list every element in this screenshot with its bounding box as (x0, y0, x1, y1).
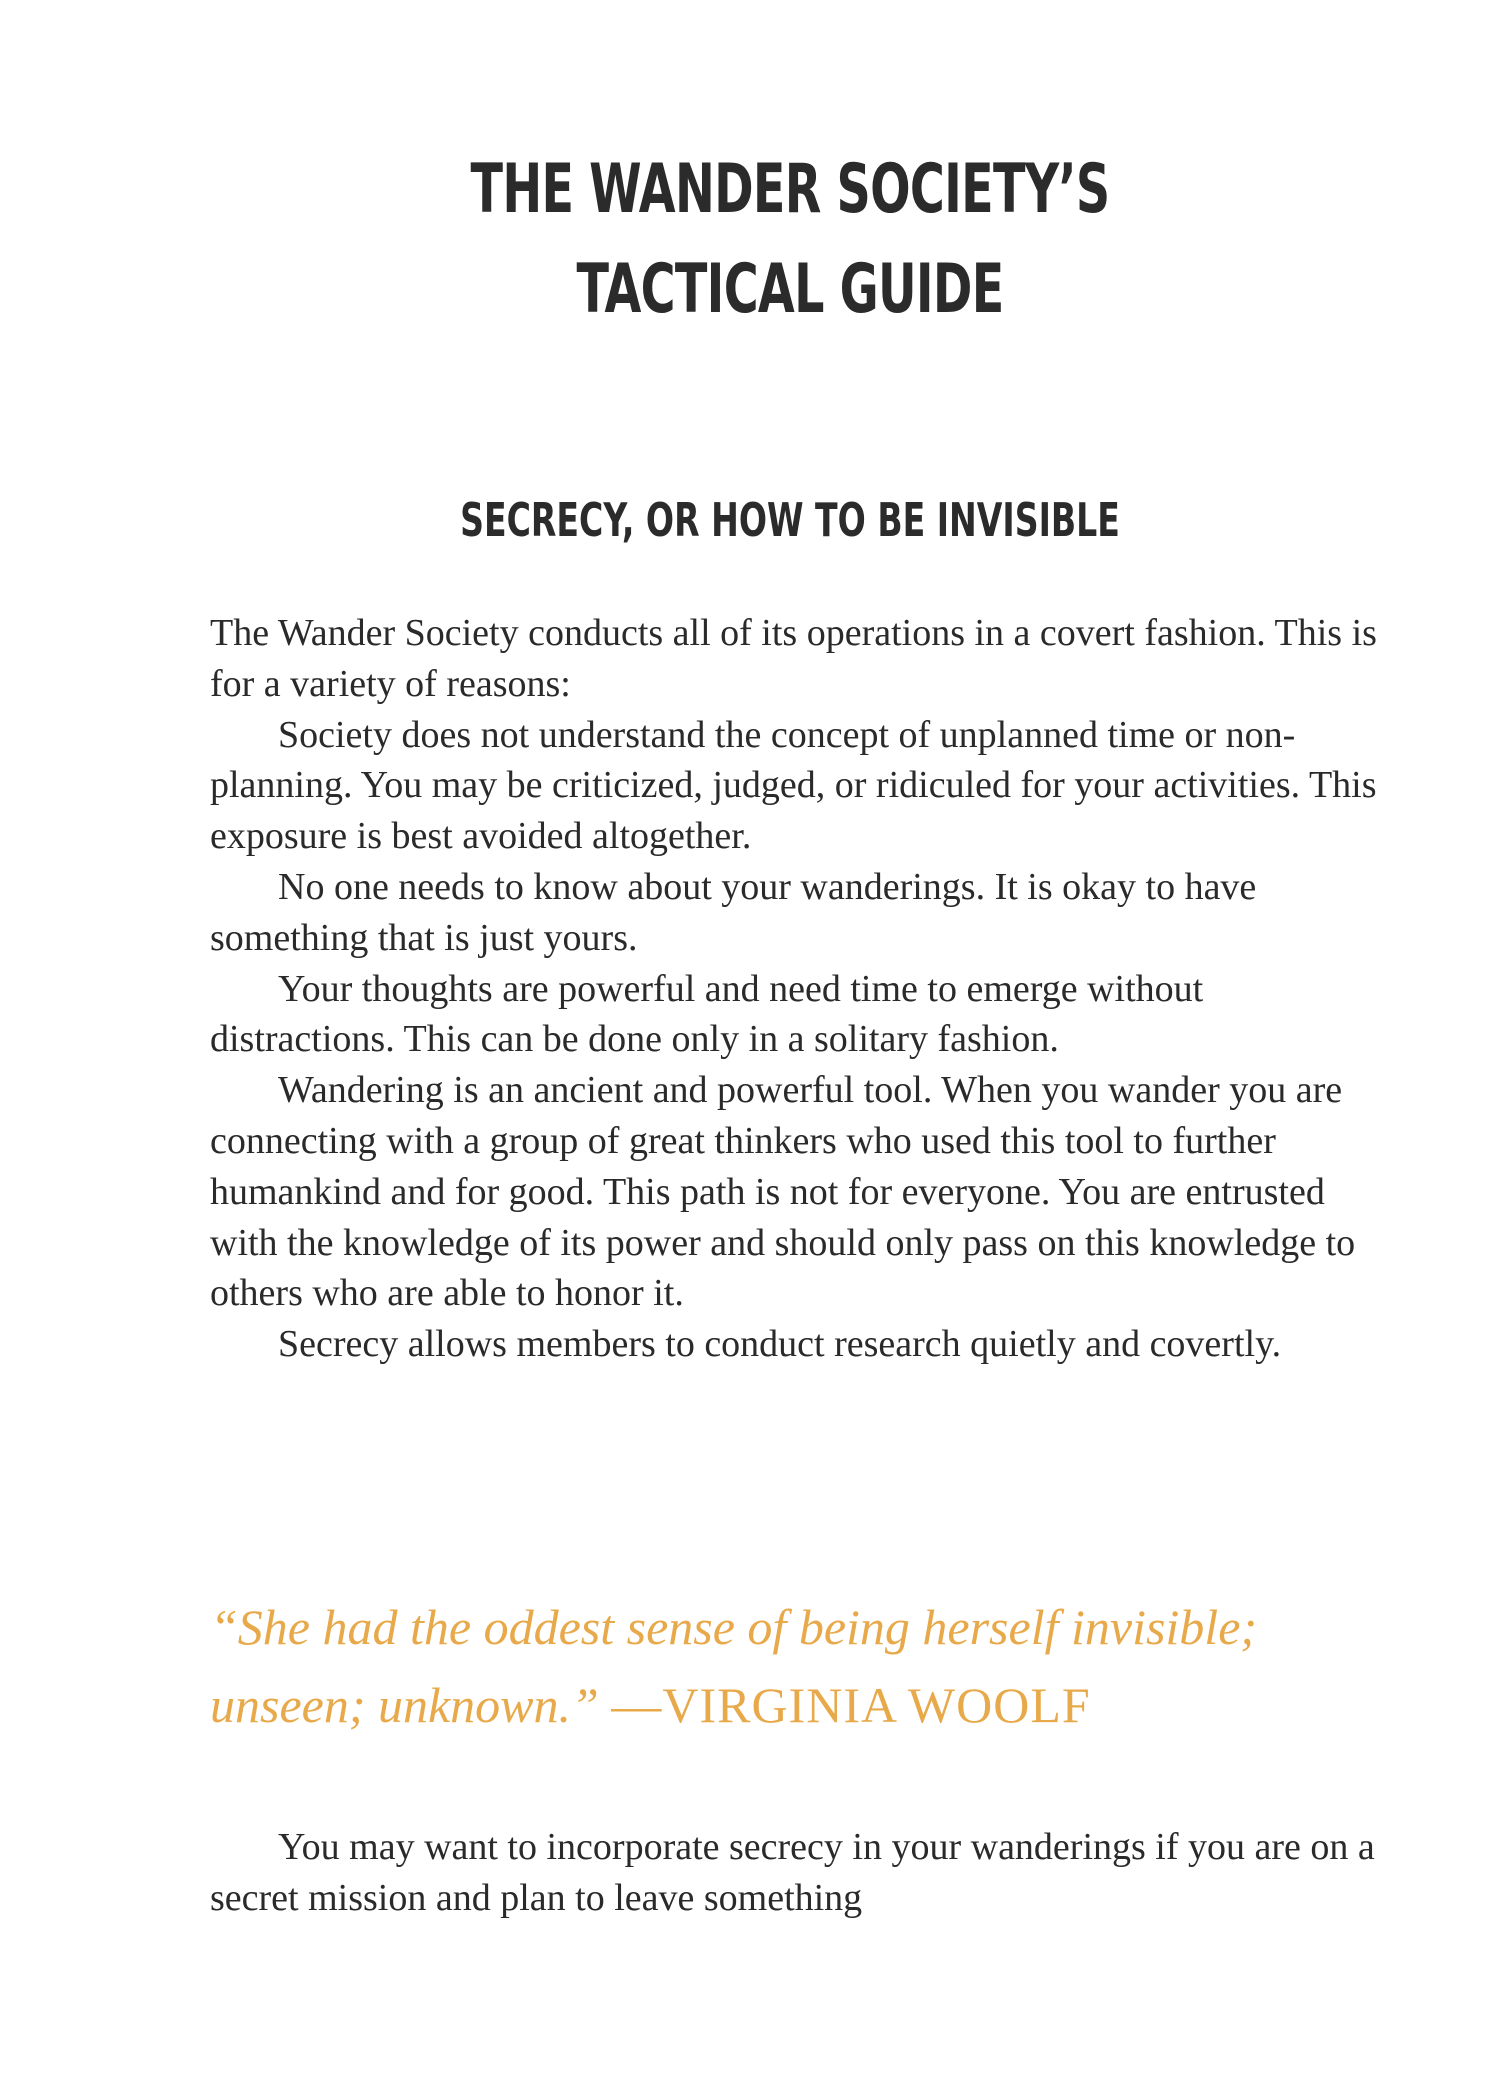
page-title (237, 140, 1343, 340)
paragraph-reason-3: Your thoughts are powerful and need time to emerge without distractions. This can be done only in a solitary fashion. (210, 967, 1204, 1061)
page-title-line-1: THE WANDER SOCIETY’S (470, 150, 1110, 229)
pull-quote (210, 1588, 1420, 1744)
closing-text (210, 1822, 1390, 1924)
quote-author: —VIRGINIA WOOLF (611, 1677, 1091, 1733)
paragraph-intro: The Wander Society conducts all of its operations in a covert fashion. This is for a variety of reasons: (210, 612, 1377, 705)
page-title-line-2: TACTICAL GUIDE (576, 250, 1004, 329)
body-text (210, 608, 1390, 1370)
paragraph-reason-5: Secrecy allows members to conduct research quietly and covertly. (278, 1323, 1282, 1366)
paragraph-reason-4: Wandering is an ancient and powerful tool. When you wander you are connecting with a group of great thinkers who used this tool to further humankind and for good. This path is not for everyone. You are entrusted with the knowledge of its power and should only pass on this knowledge to others who are able to honor it. (210, 1069, 1356, 1315)
paragraph-reason-2: No one needs to know about your wanderings. It is okay to have something that is just yours. (210, 865, 1257, 959)
quote-text: “She had the oddest sense of being herself invisible; unseen; unknown.” (210, 1599, 1258, 1733)
paragraph-reason-1: Society does not understand the concept of unplanned time or non-planning. You may be criticized, judged, or ridiculed for your activities. This exposure is best avoided altogether. (210, 713, 1377, 858)
section-heading: SECRECY, OR HOW TO BE INVISIBLE (460, 493, 1120, 547)
paragraph-closing: You may want to incorporate secrecy in your wanderings if you are on a secret mission and plan to leave something (210, 1826, 1375, 1919)
